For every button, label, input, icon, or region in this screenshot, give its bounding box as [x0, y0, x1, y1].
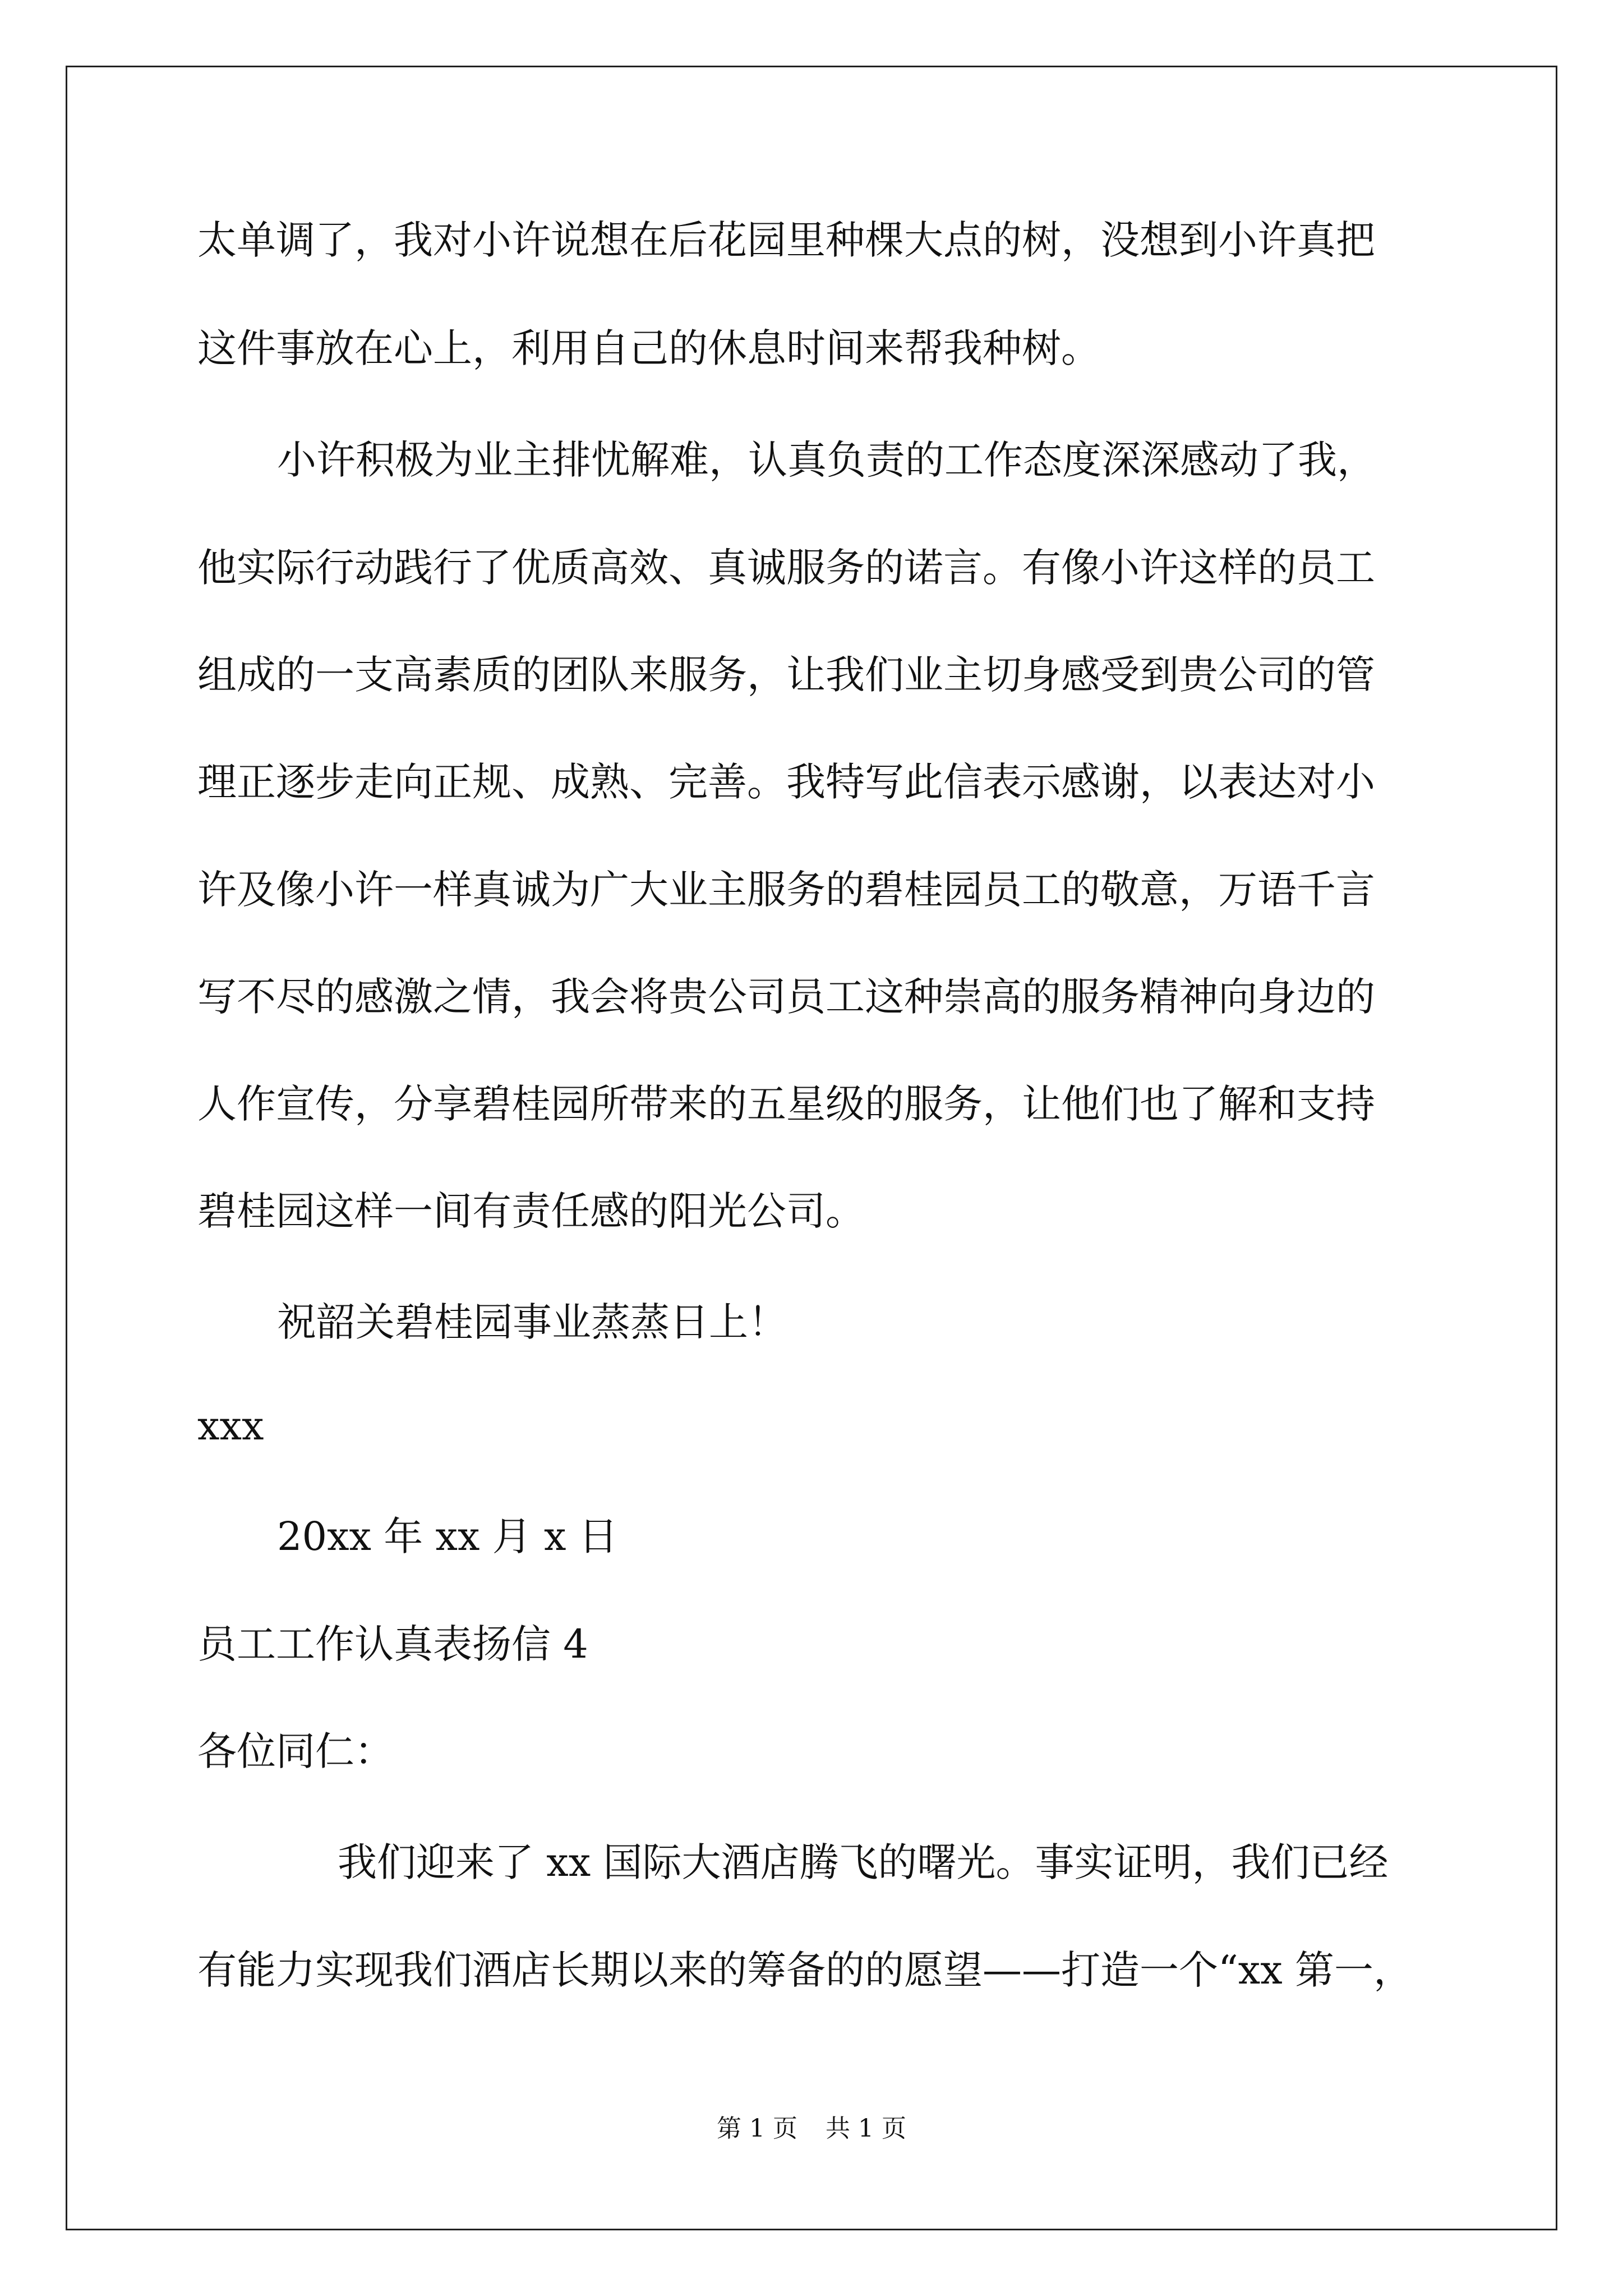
- paragraph-line: 碧桂园这样一间有责任感的阳光公司。: [197, 1188, 865, 1234]
- paragraph-line: 这件事放在心上，利用自己的休息时间来帮我种树。: [197, 325, 1100, 371]
- paragraph-line: 写不尽的感激之情，我会将贵公司员工这种崇高的服务精神向身边的: [197, 974, 1375, 1020]
- paragraph-line: 小许积极为业主排忧解难，认真负责的工作态度深深感动了我，: [277, 437, 1376, 483]
- paragraph-line: 理正逐步走向正规、成熟、完善。我特写此信表示感谢，以表达对小: [197, 759, 1375, 805]
- page-number-current: 第 1 页: [717, 2114, 797, 2143]
- paragraph-line: 人作宣传，分享碧桂园所带来的五星级的服务，让他们也了解和支持: [197, 1081, 1375, 1127]
- date-line: 20xx 年 xx 月 x 日: [277, 1513, 618, 1559]
- closing-wish: 祝韶关碧桂园事业蒸蒸日上！: [277, 1299, 787, 1345]
- page-number-total: 共 1 页: [826, 2114, 906, 2143]
- paragraph-line: 许及像小许一样真诚为广大业主服务的碧桂园员工的敬意，万语千言: [197, 867, 1375, 913]
- page-footer: [0, 2112, 1623, 2146]
- paragraph-line: 太单调了，我对小许说想在后花园里种棵大点的树，没想到小许真把: [197, 217, 1375, 263]
- paragraph-line: 我们迎来了 xx 国际大酒店腾飞的曙光。事实证明，我们已经: [338, 1839, 1389, 1885]
- page-border: [66, 66, 1557, 2230]
- salutation: 各位同仁：: [197, 1728, 394, 1774]
- signature: xxx: [197, 1403, 264, 1449]
- paragraph-line: 他实际行动践行了优质高效、真诚服务的诺言。有像小许这样的员工: [197, 545, 1375, 591]
- paragraph-line: 有能力实现我们酒店长期以来的筹备的的愿望——打造一个“xx 第一，: [197, 1947, 1413, 1993]
- section-title: 员工工作认真表扬信 4: [197, 1621, 588, 1667]
- paragraph-line: 组成的一支高素质的团队来服务，让我们业主切身感受到贵公司的管: [197, 652, 1375, 698]
